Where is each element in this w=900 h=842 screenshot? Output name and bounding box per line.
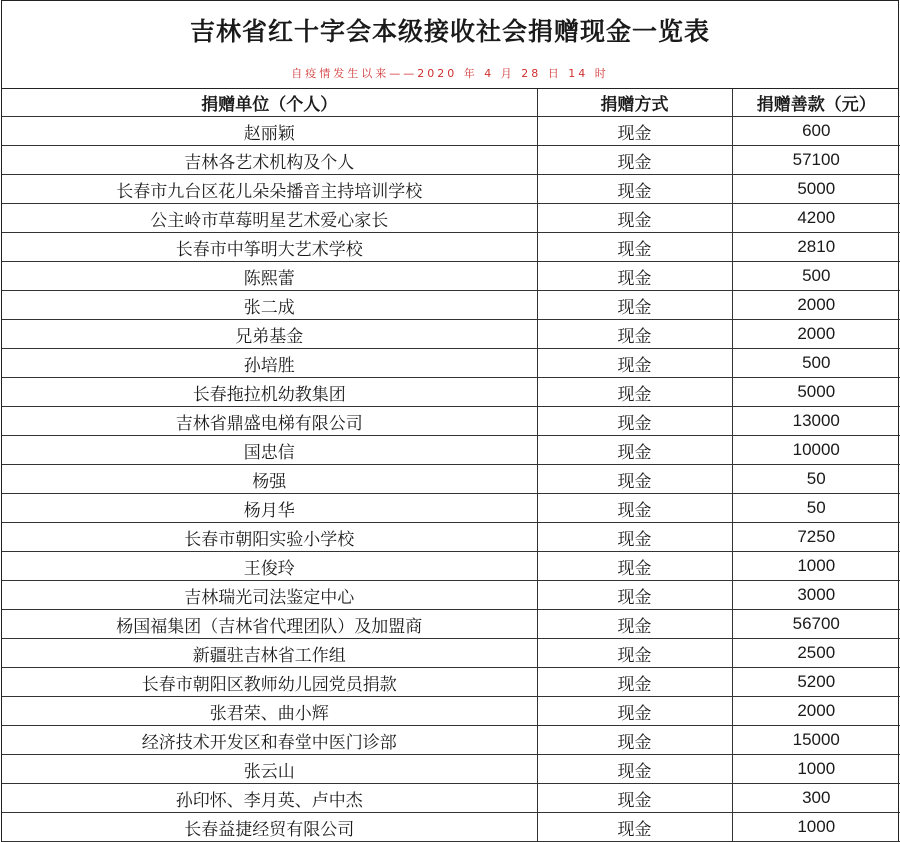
donor-cell: 新疆驻吉林省工作组 xyxy=(2,639,537,668)
donor-cell: 王俊玲 xyxy=(2,552,537,581)
method-cell: 现金 xyxy=(537,755,732,784)
table-body xyxy=(2,117,900,842)
table-row xyxy=(2,407,900,436)
donor-cell: 吉林省鼎盛电梯有限公司 xyxy=(2,407,537,436)
header-row xyxy=(2,89,900,117)
amount-cell: 4200 xyxy=(732,204,900,233)
method-cell: 现金 xyxy=(537,349,732,378)
table-row xyxy=(2,146,900,175)
donor-cell: 长春拖拉机幼教集团 xyxy=(2,378,537,407)
donor-cell: 长春市中筝明大艺术学校 xyxy=(2,233,537,262)
donation-table xyxy=(2,89,900,842)
method-cell: 现金 xyxy=(537,146,732,175)
donor-cell: 长春市朝阳区教师幼儿园党员捐款 xyxy=(2,668,537,697)
table-row xyxy=(2,291,900,320)
table-row xyxy=(2,813,900,842)
amount-cell: 50 xyxy=(732,465,900,494)
donor-cell: 孙印怀、李月英、卢中杰 xyxy=(2,784,537,813)
amount-cell: 7250 xyxy=(732,523,900,552)
amount-cell: 5200 xyxy=(732,668,900,697)
table-row xyxy=(2,233,900,262)
table-row xyxy=(2,494,900,523)
donor-cell: 吉林瑞光司法鉴定中心 xyxy=(2,581,537,610)
amount-cell: 2000 xyxy=(732,320,900,349)
method-cell: 现金 xyxy=(537,581,732,610)
donor-cell: 杨月华 xyxy=(2,494,537,523)
donation-sheet xyxy=(1,0,899,842)
amount-cell: 5000 xyxy=(732,175,900,204)
table-row xyxy=(2,320,900,349)
amount-cell: 57100 xyxy=(732,146,900,175)
donor-cell: 长春市朝阳实验小学校 xyxy=(2,523,537,552)
method-cell: 现金 xyxy=(537,784,732,813)
method-cell: 现金 xyxy=(537,175,732,204)
table-row xyxy=(2,552,900,581)
table-row xyxy=(2,436,900,465)
donor-cell: 杨国福集团（吉林省代理团队）及加盟商 xyxy=(2,610,537,639)
donor-cell: 长春市九台区花儿朵朵播音主持培训学校 xyxy=(2,175,537,204)
table-row xyxy=(2,378,900,407)
donor-cell: 张君荣、曲小辉 xyxy=(2,697,537,726)
method-cell: 现金 xyxy=(537,436,732,465)
method-cell: 现金 xyxy=(537,233,732,262)
table-row xyxy=(2,755,900,784)
amount-cell: 2000 xyxy=(732,291,900,320)
table-row xyxy=(2,465,900,494)
amount-cell: 1000 xyxy=(732,813,900,842)
method-cell: 现金 xyxy=(537,204,732,233)
amount-cell: 50 xyxy=(732,494,900,523)
table-row xyxy=(2,610,900,639)
amount-cell: 1000 xyxy=(732,755,900,784)
donor-cell: 经济技术开发区和春堂中医门诊部 xyxy=(2,726,537,755)
donor-cell: 赵丽颖 xyxy=(2,117,537,146)
table-row xyxy=(2,639,900,668)
method-cell: 现金 xyxy=(537,552,732,581)
method-cell: 现金 xyxy=(537,494,732,523)
amount-cell: 2000 xyxy=(732,697,900,726)
method-cell: 现金 xyxy=(537,610,732,639)
method-cell: 现金 xyxy=(537,668,732,697)
donor-cell: 张二成 xyxy=(2,291,537,320)
header-donor: 捐赠单位（个人） xyxy=(2,89,537,117)
amount-cell: 2500 xyxy=(732,639,900,668)
donor-cell: 孙培胜 xyxy=(2,349,537,378)
method-cell: 现金 xyxy=(537,407,732,436)
table-row xyxy=(2,204,900,233)
method-cell: 现金 xyxy=(537,320,732,349)
donor-cell: 吉林各艺术机构及个人 xyxy=(2,146,537,175)
donor-cell: 张云山 xyxy=(2,755,537,784)
donor-cell: 杨强 xyxy=(2,465,537,494)
amount-cell: 500 xyxy=(732,349,900,378)
table-header xyxy=(2,89,900,117)
amount-cell: 13000 xyxy=(732,407,900,436)
method-cell: 现金 xyxy=(537,523,732,552)
page-subtitle: 自疫情发生以来——2020 年 4 月 28 日 14 时 xyxy=(2,62,898,89)
amount-cell: 600 xyxy=(732,117,900,146)
method-cell: 现金 xyxy=(537,465,732,494)
amount-cell: 500 xyxy=(732,262,900,291)
table-row xyxy=(2,581,900,610)
method-cell: 现金 xyxy=(537,697,732,726)
amount-cell: 2810 xyxy=(732,233,900,262)
table-row xyxy=(2,262,900,291)
method-cell: 现金 xyxy=(537,726,732,755)
amount-cell: 15000 xyxy=(732,726,900,755)
donor-cell: 长春益捷经贸有限公司 xyxy=(2,813,537,842)
amount-cell: 10000 xyxy=(732,436,900,465)
amount-cell: 3000 xyxy=(732,581,900,610)
donor-cell: 陈熙蕾 xyxy=(2,262,537,291)
method-cell: 现金 xyxy=(537,639,732,668)
method-cell: 现金 xyxy=(537,378,732,407)
method-cell: 现金 xyxy=(537,291,732,320)
table-row xyxy=(2,523,900,552)
amount-cell: 1000 xyxy=(732,552,900,581)
method-cell: 现金 xyxy=(537,262,732,291)
amount-cell: 300 xyxy=(732,784,900,813)
method-cell: 现金 xyxy=(537,117,732,146)
table-row xyxy=(2,668,900,697)
table-row xyxy=(2,726,900,755)
method-cell: 现金 xyxy=(537,813,732,842)
header-amount: 捐赠善款（元） xyxy=(732,89,900,117)
donor-cell: 国忠信 xyxy=(2,436,537,465)
table-row xyxy=(2,349,900,378)
table-row xyxy=(2,784,900,813)
page-title: 吉林省红十字会本级接收社会捐赠现金一览表 xyxy=(189,17,710,46)
table-row xyxy=(2,175,900,204)
header-method: 捐赠方式 xyxy=(537,89,732,117)
donor-cell: 公主岭市草莓明星艺术爱心家长 xyxy=(2,204,537,233)
table-row xyxy=(2,697,900,726)
amount-cell: 56700 xyxy=(732,610,900,639)
table-row xyxy=(2,117,900,146)
donor-cell: 兄弟基金 xyxy=(2,320,537,349)
amount-cell: 5000 xyxy=(732,378,900,407)
